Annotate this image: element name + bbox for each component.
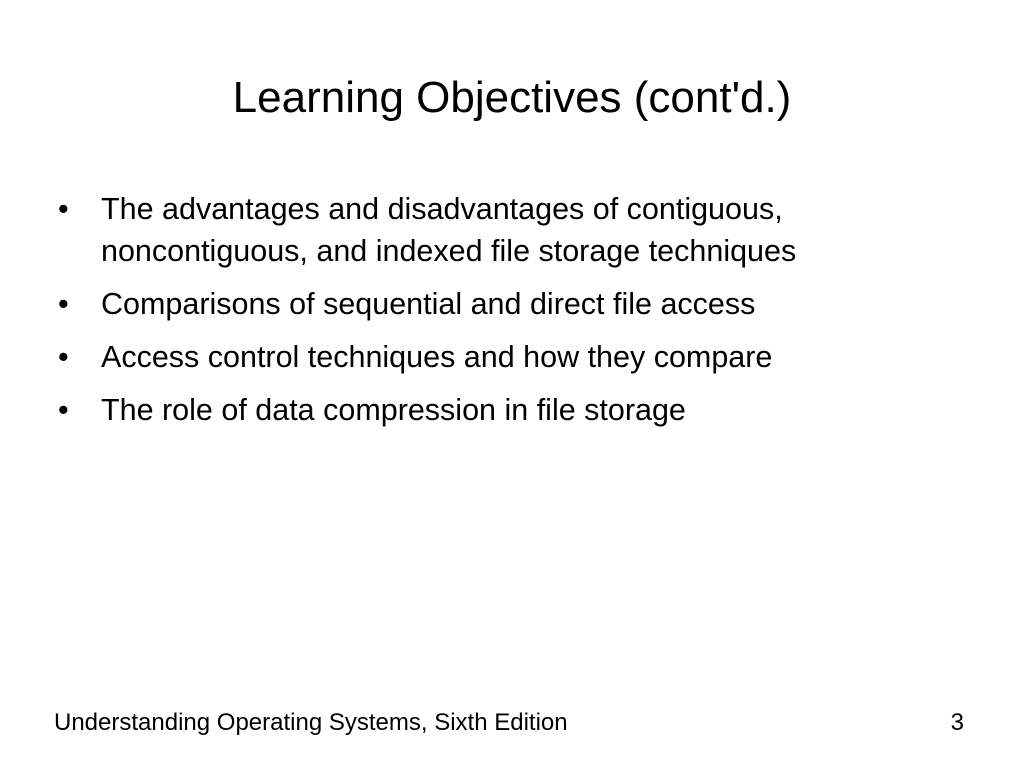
bullet-list [58,188,978,442]
bullet-icon: • [58,340,69,374]
bullet-icon: • [58,393,69,427]
bullet-text: The advantages and disadvantages of contiguous, noncontiguous, and indexed file storage techniques [101,192,797,268]
bullet-item [58,283,978,325]
page-number: 3 [950,709,964,736]
bullet-text: Comparisons of sequential and direct file access [101,287,756,321]
bullet-item [58,389,978,431]
bullet-text: Access control techniques and how they compare [101,340,773,374]
bullet-item [58,188,978,272]
bullet-item [58,336,978,378]
slide-title: Learning Objectives (cont'd.) [232,73,792,122]
bullet-icon: • [58,287,69,321]
bullet-icon: • [58,192,69,226]
footer-book-title: Understanding Operating Systems, Sixth Edition [54,709,568,736]
bullet-text: The role of data compression in file storage [101,393,686,427]
